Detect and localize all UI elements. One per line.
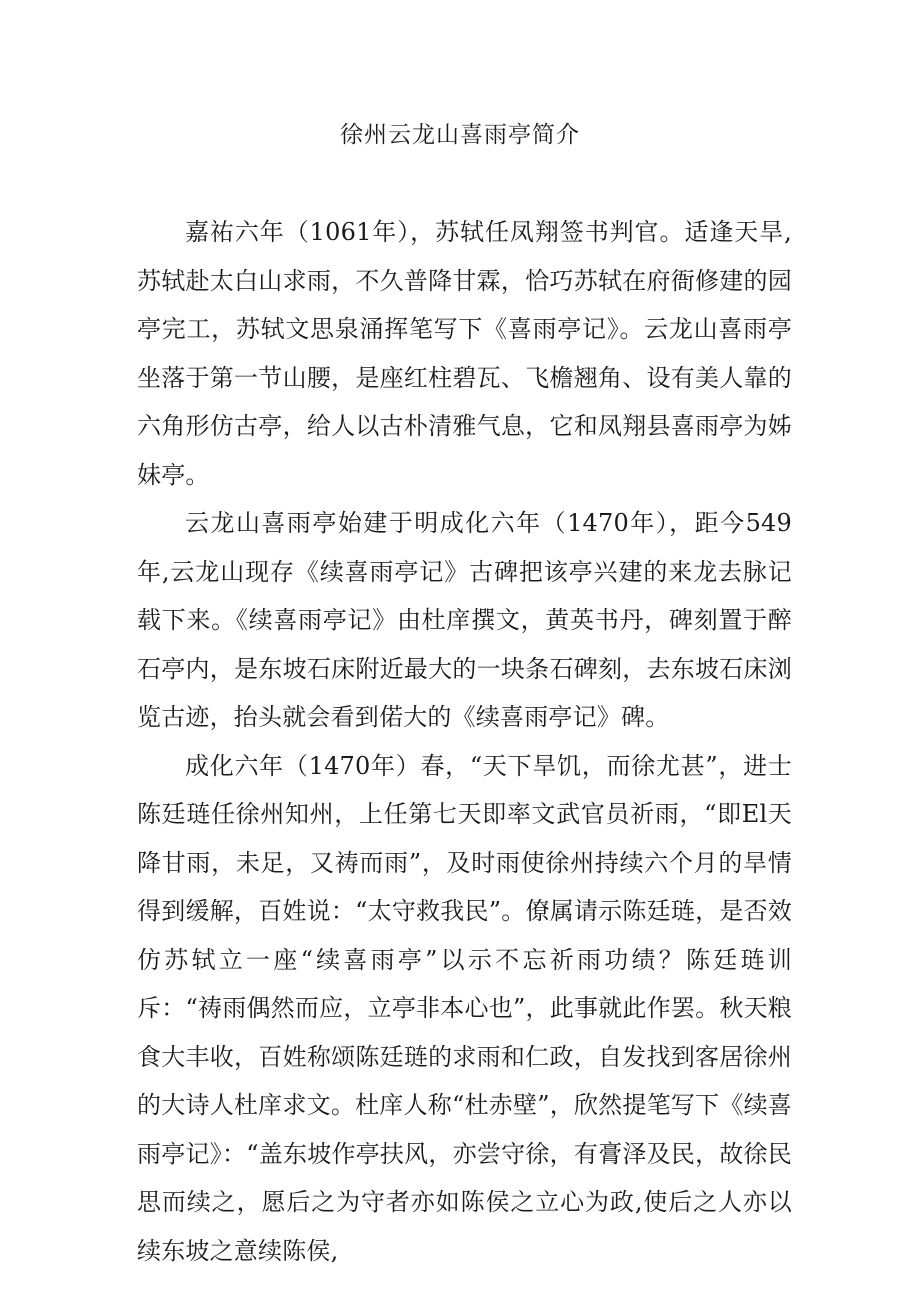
paragraph-2: 云龙山喜雨亭始建于明成化六年（1470年），距今549年,云龙山现存《续喜雨亭记》古碑把该亭兴建的来龙去脉记载下来。《续喜雨亭记》由杜庠撰文，黄英书丹，碑刻置于醉石亭内，是东坡石床附近最大的一块条石碑刻，去东坡石床浏览古迹，抬头就会看到偌大的《续喜雨亭记》碑。 xyxy=(137,509,792,731)
paragraph-3: 成化六年（1470年）春，“天下旱饥，而徐尤甚”，进士陈廷琏任徐州知州，上任第七天即率文武官员祈雨，“即El天降甘雨，未足，又祷而雨”，及时雨使徐州持续六个月的旱情得到缓解，百姓说：“太守救我民”。僚属请示陈廷琏，是否效仿苏轼立一座“续喜雨亭”以示不忘祈雨功绩？陈廷琏训斥：“祷雨偶然而应，立亭非本心也”，此事就此作罢。秋天粮食大丰收，百姓称颂陈廷琏的求雨和仁政，自发找到客居徐州的大诗人杜庠求文。杜庠人称“杜赤壁”，欣然提笔写下《续喜雨亭记》：“盖东坡作亭扶风，亦尝守徐，有膏泽及民，故徐民思而续之，愿后之为守者亦如陈侯之立心为政,使后之人亦以续东坡之意续陈侯, xyxy=(137,751,792,1265)
document-body xyxy=(137,208,792,1275)
paragraph-1: 嘉祐六年（1061年），苏轼任凤翔签书判官。适逢天旱,苏轼赴太白山求雨，不久普降甘霖，恰巧苏轼在府衙修建的园亭完工，苏轼文思泉涌挥笔写下《喜雨亭记》。云龙山喜雨亭坐落于第一节山腰，是座红柱碧瓦、飞檐翘角、设有美人靠的六角形仿古亭，给人以古朴清雅气息，它和凤翔县喜雨亭为姊妹亭。 xyxy=(137,218,792,489)
document-title: 徐州云龙山喜雨亭简介 xyxy=(340,122,580,148)
